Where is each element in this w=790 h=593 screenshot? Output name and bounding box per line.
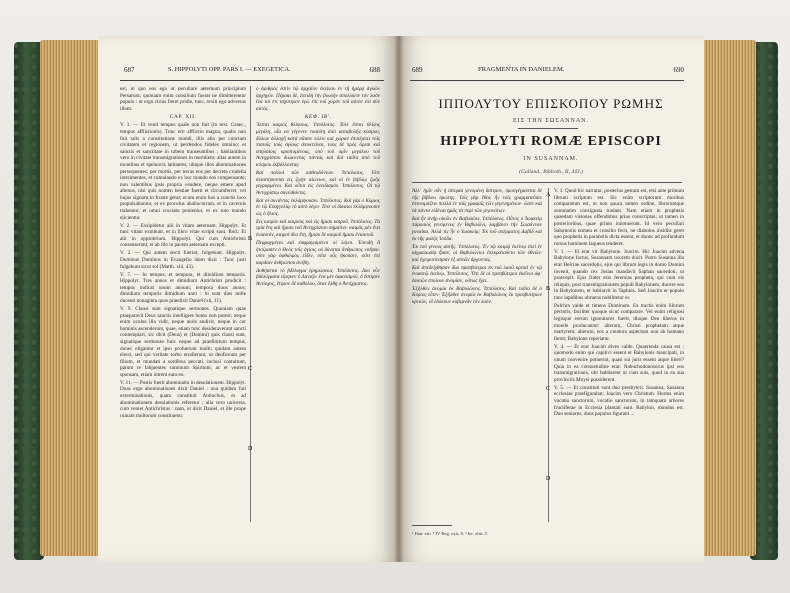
- left-latin-column: [120, 86, 246, 421]
- right-column-divider: [548, 188, 549, 522]
- left-greek-para: Καὶ οἱ συνιέντες ἐκλάμψουσιν. Ἱππόλυτος. Καὶ γὰρ ὁ Κύριος ἐν τῷ Εὐαγγελίῳ τὸ αὐτὸ λέγει· Τότε οἱ δίκαιοι ἐκλάμψουσιν ὡς ὁ ἥλιος.: [256, 197, 380, 217]
- left-column-divider: [250, 86, 251, 522]
- left-greek-para: Καὶ πολλοὶ τῶν καθευδόντων. Ἱππόλυτος. Τότε ἀναστήσονται εἰς ζωὴν αἰώνιον, καὶ οἱ ἐν βιβλίῳ ζωῆς γεγραμμένοι. Καὶ οὗτοι εἰς ὀνειδισμὸν. Ἱππόλυτος. Οἱ τῷ Ἀντιχρίστῳ συνελθόντες.: [256, 169, 380, 196]
- left-latin-para: V. 2. — Qui autem docti fuerint, fulgebunt. Hippolyt. Dominus Dominus in Evangelio idem dicit : Tunc justi fulgebunt sicut sol (Matth. xiii, 43).: [120, 250, 246, 270]
- latin-title: HIPPOLYTI ROMÆ EPISCOPI: [440, 134, 662, 149]
- margin-letter: A: [546, 192, 551, 198]
- right-greek-para: Ἀλλ᾽ ἡμῖν οὖν ἡ ἱστορία γενομένη ὕστερον, προσγέγραπται δὲ τῆς βίβλου πρώτης. Τοῖς γὰρ ἔθος ἦν τοῖς γραμματεῦσιν ἐπονομάζειν πολλὰ ἐν ταῖς γραφαῖς τῶν γεγενημένων· ὥστε καὶ τὰ πάντα εἰδέναι ἡμᾶς τὰ περὶ τῶν γεγονότων.: [412, 188, 542, 214]
- right-latin-para: Pulchra valde et timens Dominum. Ea tractis enim illorum pectoris, faciliter quoque sicut comparare. Vel enim religiosi legisque eorum ignoratores fuerit, diuque Deo liberos in monde producantur: alterum, Christi prophetam atque martyrem; alterum, eos a creatura aspectum non ab humano fieret; Babylone reperiatur.: [554, 302, 684, 342]
- margin-letter: C: [248, 366, 253, 372]
- left-latin-para: V. 9. Clausi sunt signatique sermones. Quoniam quae praeparavit Deus sanctis intelligere homo non potest; neque enim oculus illa vidit, neque auris audivit, neque in cor hominis ascenderunt, quae, etiam tunc desideraverunt sancti contemplari, sic dicit (Deus) et (Domini) quis clausi sunt, signatique sermones huic neque ad praefinitum tempus, donec eligantur et ipso profuerunt multi; quidam autem electi, sed qui veritate torbo erudierunt, ut deoficeunt per filium, et mundati a sordibus peccati, inclusi contuitum, parum re falquentes summum Spiritum, ac et vestem sponsam, etiam intrent eam eo.: [120, 305, 246, 378]
- right-page-number: 690: [673, 66, 684, 74]
- margin-letter: C: [546, 386, 551, 392]
- page-edges-right: [702, 40, 756, 556]
- title-rule: [518, 128, 578, 129]
- right-greek-column: [412, 188, 542, 307]
- page-edges-left: [40, 40, 106, 556]
- footnotes: ¹ Dan. xiii. ² IV Reg. xxii, 8. ³ Jer. xliii, 5.: [412, 531, 489, 536]
- right-page-number-left: 689: [412, 66, 423, 74]
- footnote-rule: [412, 525, 452, 526]
- source-note: (Galland., Biblioth., II, 443.): [519, 169, 583, 175]
- left-greek-para: Δοθήσεται τὸ βδέλυγμα ἐρημώσεως. Ἱππόλυτος. Δύο οὖν βδελύγματα εἴρηκεν ὁ Δανιήλ· ἕνα μὲν ἀφανισμοῦ, ὃ ἔστησεν Ἀντίοχος, ἕτερον δὲ καθόλου, ὅταν ἔλθῃ ὁ Ἀντίχριστος.: [256, 267, 380, 287]
- left-latin-para: V. 7. — In tempus, et tempora, et dimidium temporis. Hippolyt. Tres annos et dimidium Antichristi prodicit : tempus indicat unum annum; tempora duos annos; dimidium temporis dimidium anni : hi sunt dies mille ducenti nonaginta quos praedixit Daniel (xii, 11).: [120, 271, 246, 304]
- left-latin-para: V. 1. — Et venit tempus quale non fuit (in text. Graec., tempus afflictionis). Tunc erit afflictio magna, qualis non fuit talis a constitutione mundi, illis alio per cunctam civitatem et regionem, ut perdendos fideles omnino; et sanctis et sanctitate in urbem transeuntibus ; habitantibus vero in civitate transmigrationes in meridiem; alias autem in montibus et speluncis latitantes; ubique illos abominationes persequentes; per mortis, per terras eos per decreta crudelia interimentes, et cumulando ex hoc mundo eos compensante; non valentibus ipsis propria vendere, neque emere apud alienos, nisi quis nomen bestiae fuerit et circumferret, vel hujus signum in fronte gerat; ecum enim hos a cunctis loco propulsabuntur, et ex proculus abaliocurram, et in cavernis trahentur, et omni cruciatu punientur, et ex toto mundo ejicientur.: [120, 122, 246, 221]
- right-page: [398, 36, 704, 562]
- margin-letter: D: [248, 446, 253, 452]
- right-latin-para: V. 4. — Et erat Joacim dives valde. Quaerenda causa est : quomodo enim qui capitivi essent et Babylonis mancipati, in unum convenire potuerint, quasi sui juris essent atque liberi? Quia in ea consuetudine erat: Nabuchodonosorus ipsi eos transmigrationis, ubi habitarent ut cum suis, quod in ea sua provinciis Moysi possiderent.: [554, 343, 684, 383]
- right-page-heading: FRAGMENTA IN DANIELEM.: [478, 66, 565, 73]
- right-latin-para: V. 1. — Et erat vir Babylone. Joacim. Hic Joacim advena Babylone factus, Susannam uxorem ducit. Porro Susanna illa erat Helciae sacerdotis, ejus qui librum legis in domo Domini invenit, quando rex Josias mandavit Saphan sacerdoti, ut praecepit. Ejus frater erat Jeremias propheta, qui cum eis reliquis, post transmigrationem populi Babylonem, ducere eos in Babylonem, et habitavit in Taphnis. Sed Joacim et populo tunc lapidibus obruens nobilitetur et.: [554, 248, 684, 301]
- left-page-heading: S. HIPPOLYTI OPP. PARS I. — EXEGETICA.: [168, 66, 291, 73]
- right-latin-para: V. 1. Quod hic narratur, posterius gestum est, etsi ante primum librum scriptum est. Sic enim scriptorum moribus comparatum est, ut non pauca tamen ordine, librorumque summatim consignata tradant. Nam etiam in prophetis quaedam visiones offendimus prius conscriptas; ut tamen in posterioribus, quae primo innotuerunt. Id vero peculiari Salomonis nomen et consilio fecit, ne diabolus insidiis geret quo prophetis in parabolis dicta essent, et donec ad profundum rursus hominem laqueus tenderet.: [554, 188, 684, 247]
- right-greek-para: Ἐξῆλθεν ἀνομία ἐκ Βαβυλῶνος. Ἱππόλυτος. Καὶ τοῦτο δὲ ὁ Κύριος εἶπεν· Ἐξῆλθεν ἀνομία ἐκ Βαβυλῶνος ἐκ πρεσβυτέρων κριτῶν, οἳ ἐδόκουν κυβερνᾶν τὸν λαόν.: [412, 285, 542, 306]
- right-greek-para: Ἐκ τοῦ γένους αὐτῆς. Ἱππόλυτος. Ἐν τῷ καιρῷ ἐκείνῳ ἐπεὶ ἐν αἰχμαλωσίᾳ ἦσαν, οἱ Βαβυλώνιοι ἐπεκρατοῦντο τῶν ἐθνῶν· καὶ ἐχειροτόνησαν ἐξ αὐτῶν ἄρχοντας.: [412, 243, 542, 263]
- right-head-rule: [410, 80, 684, 81]
- right-greek-para: Καὶ ἦν ἀνὴρ οἰκῶν ἐν Βαβυλῶνι. Ἱππόλυτος. Οὗτος ὁ Ἰωακεὶμ πάροικος γενόμενος ἐν Βαβυλῶνι, λαμβάνει τὴν Σωσάνναν γυναῖκα. Ἀλλὰ τίς ἦν ὁ Ἰωακεὶμ; Ἐκ τοῦ σπέρματος Δαβὶδ καὶ ἐκ τῆς φυλῆς Ἰούδα.: [412, 215, 542, 242]
- chapter-heading-latin: CAP. XII.: [169, 113, 197, 120]
- left-head-rule: [120, 80, 384, 81]
- left-greek-para: Ἔσται καιρὸς θλίψεως. Ἱππόλυτος. Τότε ἔσται θλῖψις μεγάλη, οἷα οὐ γέγονεν τοιαύτη ἀπὸ καταβολῆς κόσμου, ἄλλων ἀλλαχῆ κατὰ πᾶσαν πόλιν καὶ χώραν ἐπιπέμπει τοῖς πιστοῖς τοὺς ἁγίους ἀποκτεῖναι, τοὺς δὲ πρὸς ὄρεσι καὶ σπηλαίοις κρυπτομένους, ὑπὸ τοῦ ὑμῖν μεγάλου τοῦ Ἀντιχρίστου διώκοντας πάντας καὶ διὰ ταῦτα ἀπὸ τοῦ κόσμου ἐκβάλλοντας.: [256, 122, 380, 168]
- left-greek-column: [256, 86, 380, 289]
- right-running-head: [398, 66, 704, 80]
- left-page-number-right: 688: [369, 66, 380, 74]
- margin-letter: B: [546, 286, 551, 292]
- left-latin-para: V. 11. — Postis fuerit abominatio in desolationem. Hippolyt. Duas ergo abominationes dixit Daniel : una quidem fuit exterminationis, quam constituit Antiochus, et ad abominationem desolationis referetur ; alia vero universa, cum veniet Antichristus : nam, ut dicit Daniel, et ille prope ruinam multorum constituetur.: [120, 379, 246, 419]
- margin-letter: D: [546, 476, 551, 482]
- book-gutter: [394, 36, 404, 562]
- left-page-number: 687: [124, 66, 135, 74]
- right-latin-column: [554, 188, 684, 419]
- open-book: [14, 36, 778, 562]
- greek-subtitle: ΕΙΣ ΤΗΝ ΣΩΣΑΝΝΑΝ.: [513, 118, 589, 124]
- left-page: [98, 36, 398, 562]
- right-latin-para: V. 5. — Et constituti sunt duo presbyteri. Susanna, Susanna ecclesiae praefigurabat; Joacim vero Christum. Hortus enim vocatio sanctorum, vocatio sanctorum, hi tamquam arbores fructiferae in Ecclesia plantati sunt. Babylon, mundus est. Duo seniores, duos populos figurant ...: [554, 384, 684, 418]
- margin-letter: B: [248, 236, 253, 242]
- left-greek-para: Εἰς καιρὸν καὶ καιροὺς καὶ εἰς ἥμισυ καιροῦ. Ἱππόλυτος. Τὰ τρία ἔτη καὶ ἥμισυ τοῦ Ἀντιχρίστου σημαίνει· καιρὸς μὲν ἕνα ἐνιαυτὸν, καιροὶ δύο ἔτη, ἥμισυ δὲ καιροῦ ἥμισυ ἐνιαυτοῦ.: [256, 218, 380, 239]
- right-greek-para: Καὶ ἀπεδείχθησαν δύο πρεσβύτεροι ἐκ τοῦ λαοῦ κριταὶ ἐν τῷ ἐνιαυτῷ ἐκείνῳ. Ἱππόλυτος. Ὅτι δὲ οἱ πρεσβύτεροι ἐκεῖνοι ἀφ᾽ ἑαυτῶν ἐποίουν ἀνομίαν, οὕτως ἔχει.: [412, 264, 542, 284]
- left-running-head: [98, 66, 398, 80]
- left-latin-para: V. 2. — Exsipidetur alii in vitam aeternam. Hippolyt. Et tunc vitam exmbunt, et in libro vitae scripti sunt. Ibid.: Et alii in opprobrium. Hippolyt. Qui cum Antichristo consenserunt, et ab illo in pacem aeternam excepti.: [120, 222, 246, 249]
- left-latin-para: est, in quo eos ego ut peculiare aeternum principium Persarum; quoniam enim consilium fuerat ne dimitterentur populo : ut ergo cirius fieret pridie, tunc, rexiti ego adversus illum.: [120, 86, 246, 112]
- latin-subtitle: IN SUSANNAM.: [523, 156, 579, 162]
- left-greek-para: Πεφραγμένοι καὶ ἐσφραγισμένοι οἱ λόγοι. Ἐπειδὴ ἃ ἡτοίμασεν ὁ Θεὸς τοῖς ἁγίοις οὐ δύναται ἄνθρωπος νοῆσαι· οὔτε γὰρ ὀφθαλμὸς εἶδεν, οὔτε οὖς ἤκουσεν, οὔτε ἐπὶ καρδίαν ἀνθρώπου ἀνέβη.: [256, 240, 380, 266]
- chapter-heading-greek: ΚΕΦ. ΙΒ'.: [304, 113, 332, 120]
- section-rule: [412, 182, 682, 183]
- left-greek-para: ὁ ἀριθμὸς ἐστὶν τῷ ἀρχαῖον ἐκείνου ἐν τῇ ἡμέρᾳ ἀγκῶν ἁρχηγόν. Πέρσαι δὲ, ἐπειδὴ τὴν βουλὴν ἀπολλύειν τὸν λαὸν ἵνα τοί ἐτι ταχύτερον ἐγὼ ἐπὶ τοῦ χορὸν τοῦ αὐτὸν ἐπὶ σὺν αὐτός.: [256, 86, 380, 112]
- greek-title: ΙΠΠΟΛΥΤΟΥ ΕΠΙΣΚΟΠΟΥ ΡΩΜΗΣ: [438, 96, 664, 111]
